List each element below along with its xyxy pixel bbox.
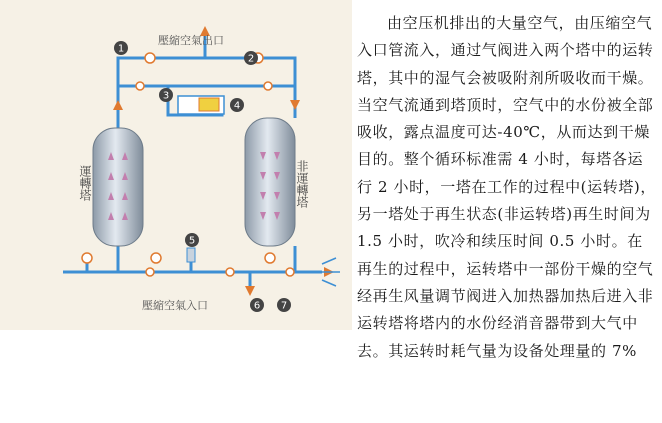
valve-icon xyxy=(264,82,272,90)
marker-label: 6 xyxy=(253,300,261,312)
valve-icon xyxy=(265,253,275,263)
valve-icon xyxy=(146,268,154,276)
tower-left xyxy=(93,128,143,246)
marker-label: 1 xyxy=(117,43,125,55)
valve-icon xyxy=(151,253,161,263)
tower-left-label: 運轉塔 xyxy=(78,165,92,201)
marker-label: 7 xyxy=(280,300,288,312)
valve-icon xyxy=(286,268,294,276)
heater-icon xyxy=(199,98,219,111)
marker-label: 2 xyxy=(247,53,255,65)
valve-icon xyxy=(145,53,155,63)
marker-label: 3 xyxy=(162,90,170,102)
description-text: 由空压机排出的大量空气，由压缩空气入口管流入，通过气阀进入两个塔中的运转塔，其中的湿气会被吸附剂所吸收而干燥。当空气流通到塔顶时，空气中的水份被全部吸收，露点温度可达-40℃，从而达到干燥目的。整个循环标准需 4 小时，每塔各运行 2 小时，一塔在工作的过程中(运转塔)，另一塔处于再生状态(非运转塔)再生时间为 1.5 小时，吹冷和续压时间 0.5 小时。在再生的过程中，运转塔中一部份干燥的空气经再生风量调节阀进入加热器加热后进入非运转塔将塔内的水份经消音器带到大气中去。其运转时耗气量为设备处理量的 7% xyxy=(357,14,656,360)
outlet-label: 壓縮空氣出口 xyxy=(158,34,224,47)
valve-icon xyxy=(226,268,234,276)
marker-label: 5 xyxy=(188,235,196,247)
valve-icon xyxy=(82,253,92,263)
inlet-label: 壓縮空氣入口 xyxy=(142,299,208,312)
valve-icon xyxy=(136,82,144,90)
dryer-flow-diagram xyxy=(0,0,352,330)
marker-label: 4 xyxy=(233,100,241,112)
tower-right-label: 非運轉塔 xyxy=(295,160,309,208)
tower-right xyxy=(245,118,295,246)
silencer-icon xyxy=(187,248,195,262)
